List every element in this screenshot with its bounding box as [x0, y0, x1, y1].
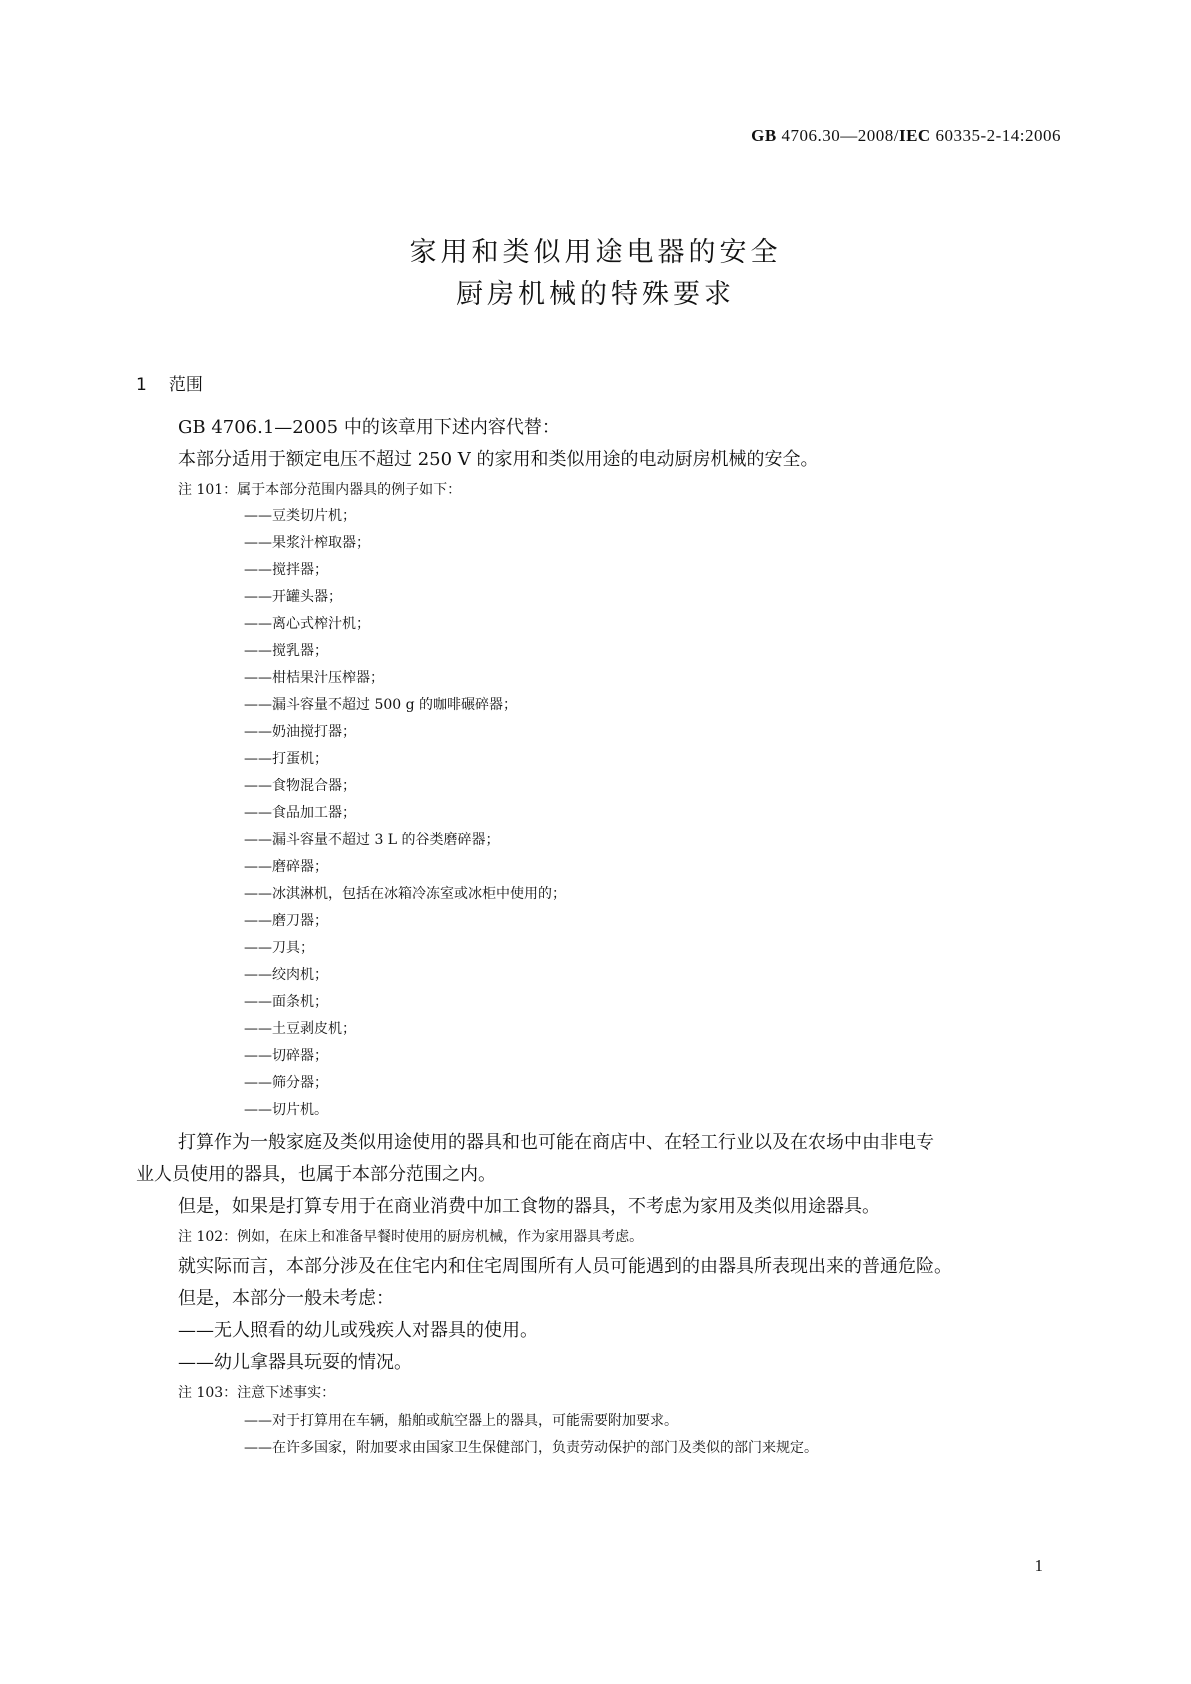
note-101-item: ——切片机。	[244, 1102, 328, 1118]
note-101-item: ——柑桔果汁压榨器；	[244, 670, 384, 686]
note-101-label: 注 101：属于本部分范围内器具的例子如下：	[178, 482, 462, 498]
note-101-item: ——果浆汁榨取器；	[244, 535, 370, 551]
note-102: 注 102：例如，在床上和准备早餐时使用的厨房机械，作为家用器具考虑。	[178, 1229, 644, 1245]
note-101-item: ——搅乳器；	[244, 643, 328, 659]
intro-paragraph-2: 本部分适用于额定电压不超过 250 V 的家用和类似用途的电动厨房机械的安全。	[178, 449, 819, 470]
paragraph-not-considered: 但是，本部分一般未考虑：	[178, 1288, 394, 1309]
paragraph-exclusion-1: ——无人照看的幼儿或残疾人对器具的使用。	[178, 1320, 538, 1341]
note-103-item: ——在许多国家，附加要求由国家卫生保健部门，负责劳动保护的部门及类似的部门来规定。	[244, 1440, 818, 1456]
note-103-item: ——对于打算用在车辆，船舶或航空器上的器具，可能需要附加要求。	[244, 1413, 678, 1429]
note-101-item: ——磨刀器；	[244, 913, 328, 929]
note-101-item: ——豆类切片机；	[244, 508, 356, 524]
note-101-item: ——绞肉机；	[244, 967, 328, 983]
note-101-item: ——开罐头器；	[244, 589, 342, 605]
note-101-item: ——漏斗容量不超过 500 g 的咖啡碾碎器；	[244, 697, 518, 713]
standard-code	[751, 126, 1061, 146]
section-number: 1	[136, 375, 147, 395]
note-101-item: ——筛分器；	[244, 1075, 328, 1091]
section-heading	[136, 370, 203, 395]
document-title-line-2: 厨房机械的特殊要求	[456, 279, 735, 310]
note-101-item: ——切碎器；	[244, 1048, 328, 1064]
intro-paragraph-1: GB 4706.1—2005 中的该章用下述内容代替：	[178, 417, 560, 438]
document-title-line-1: 家用和类似用途电器的安全	[409, 237, 782, 268]
note-101-item: ——冰淇淋机，包括在冰箱冷冻室或冰柜中使用的；	[244, 886, 566, 902]
page-number: 1	[1034, 1556, 1043, 1575]
paragraph-exclusion-2: ——幼儿拿器具玩耍的情况。	[178, 1352, 412, 1373]
paragraph-commercial: 但是，如果是打算专用于在商业消费中加工食物的器具，不考虑为家用及类似用途器具。	[178, 1196, 880, 1217]
note-101-item: ——食物混合器；	[244, 778, 356, 794]
note-101-item: ——面条机；	[244, 994, 328, 1010]
section-title: 范围	[168, 375, 203, 395]
note-101-item: ——食品加工器；	[244, 805, 356, 821]
paragraph-scope-line-2: 业人员使用的器具，也属于本部分范围之内。	[136, 1164, 496, 1185]
standard-code-iec: IEC	[898, 126, 931, 145]
paragraph-hazards: 就实际而言，本部分涉及在住宅内和住宅周围所有人员可能遇到的由器具所表现出来的普通危险。	[178, 1256, 952, 1277]
paragraph-scope-line-1: 打算作为一般家庭及类似用途使用的器具和也可能在商店中、在轻工行业以及在农场中由非电专	[178, 1132, 934, 1153]
standard-code-iec-number: 60335-2-14:2006	[930, 126, 1061, 145]
note-101-item: ——离心式榨汁机；	[244, 616, 370, 632]
standard-code-number: 4706.30—2008/	[776, 126, 899, 145]
note-101-item: ——打蛋机；	[244, 751, 328, 767]
note-101-item: ——土豆剥皮机；	[244, 1021, 356, 1037]
note-103-label: 注 103：注意下述事实：	[178, 1385, 336, 1401]
note-101-item: ——奶油搅打器；	[244, 724, 356, 740]
note-101-item: ——磨碎器；	[244, 859, 328, 875]
note-101-item: ——漏斗容量不超过 3 L 的谷类磨碎器；	[244, 832, 500, 848]
note-101-item: ——刀具；	[244, 940, 314, 956]
note-101-item: ——搅拌器；	[244, 562, 328, 578]
standard-code-gb: GB	[751, 126, 777, 145]
